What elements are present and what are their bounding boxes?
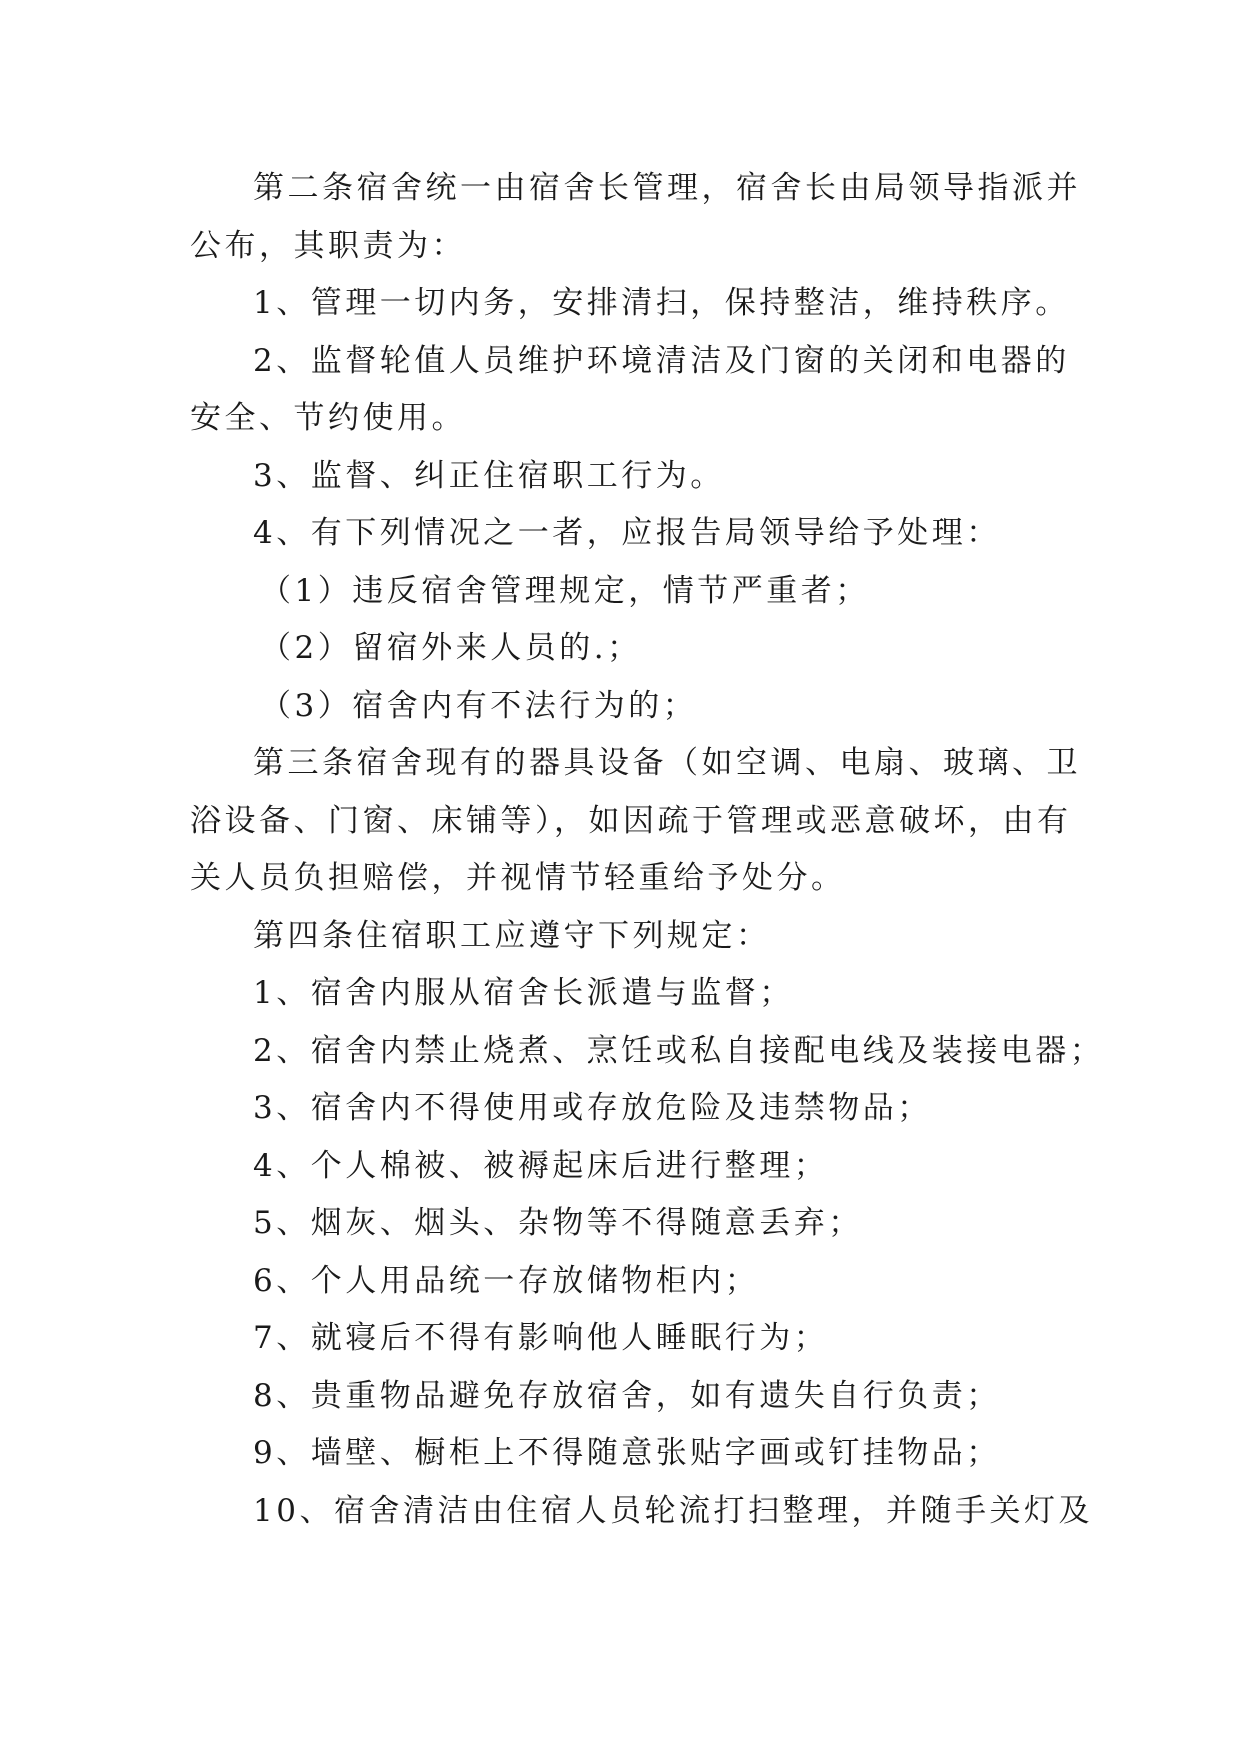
text-line: （2）留宿外来人员的.； bbox=[260, 630, 642, 666]
text-line: 第四条住宿职工应遵守下列规定： bbox=[253, 917, 771, 954]
text-line: 7、就寝后不得有影响他人睡眠行为； bbox=[253, 1320, 829, 1356]
text-line: 4、个人棉被、被褥起床后进行整理； bbox=[253, 1147, 829, 1184]
text-line: 1、管理一切内务，安排清扫，保持整洁，维持秩序。 bbox=[253, 285, 1070, 321]
text-line: 5、烟灰、烟头、杂物等不得随意丢弃； bbox=[253, 1205, 863, 1241]
text-line: 9、墙壁、橱柜上不得随意张贴字画或钉挂物品； bbox=[253, 1435, 1001, 1471]
text-line: 10、宿舍清洁由住宿人员轮流打扫整理，并随手关灯及 bbox=[253, 1492, 1093, 1529]
document-body bbox=[190, 160, 1105, 1540]
text-line: 4、有下列情况之一者，应报告局领导给予处理： bbox=[253, 515, 1001, 551]
text-line: 2、宿舍内禁止烧煮、烹饪或私自接配电线及装接电器； bbox=[253, 1032, 1105, 1069]
text-line: 3、监督、纠正住宿职工行为。 bbox=[253, 457, 725, 494]
text-line: 安全、节约使用。 bbox=[190, 400, 466, 436]
text-line: 1、宿舍内服从宿舍长派遣与监督； bbox=[253, 975, 794, 1011]
text-line: （3）宿舍内有不法行为的； bbox=[260, 687, 698, 724]
text-line: 公布，其职责为： bbox=[190, 227, 466, 264]
text-line: 2、监督轮值人员维护环境清洁及门窗的关闭和电器的 bbox=[253, 342, 1070, 379]
text-line: 浴设备、门窗、床铺等），如因疏于管理或恶意破坏，由有 bbox=[190, 802, 1072, 839]
text-line: 第三条宿舍现有的器具设备（如空调、电扇、玻璃、卫 bbox=[253, 745, 1081, 781]
text-line: 8、贵重物品避免存放宿舍，如有遗失自行负责； bbox=[253, 1377, 1001, 1414]
text-line: 3、宿舍内不得使用或存放危险及违禁物品； bbox=[253, 1090, 932, 1126]
text-line: （1）违反宿舍管理规定，情节严重者； bbox=[260, 572, 870, 609]
text-line: 关人员负担赔偿，并视情节轻重给予处分。 bbox=[190, 860, 846, 896]
text-line: 第二条宿舍统一由宿舍长管理，宿舍长由局领导指派并 bbox=[253, 170, 1081, 206]
text-line: 6、个人用品统一存放储物柜内； bbox=[253, 1262, 760, 1299]
